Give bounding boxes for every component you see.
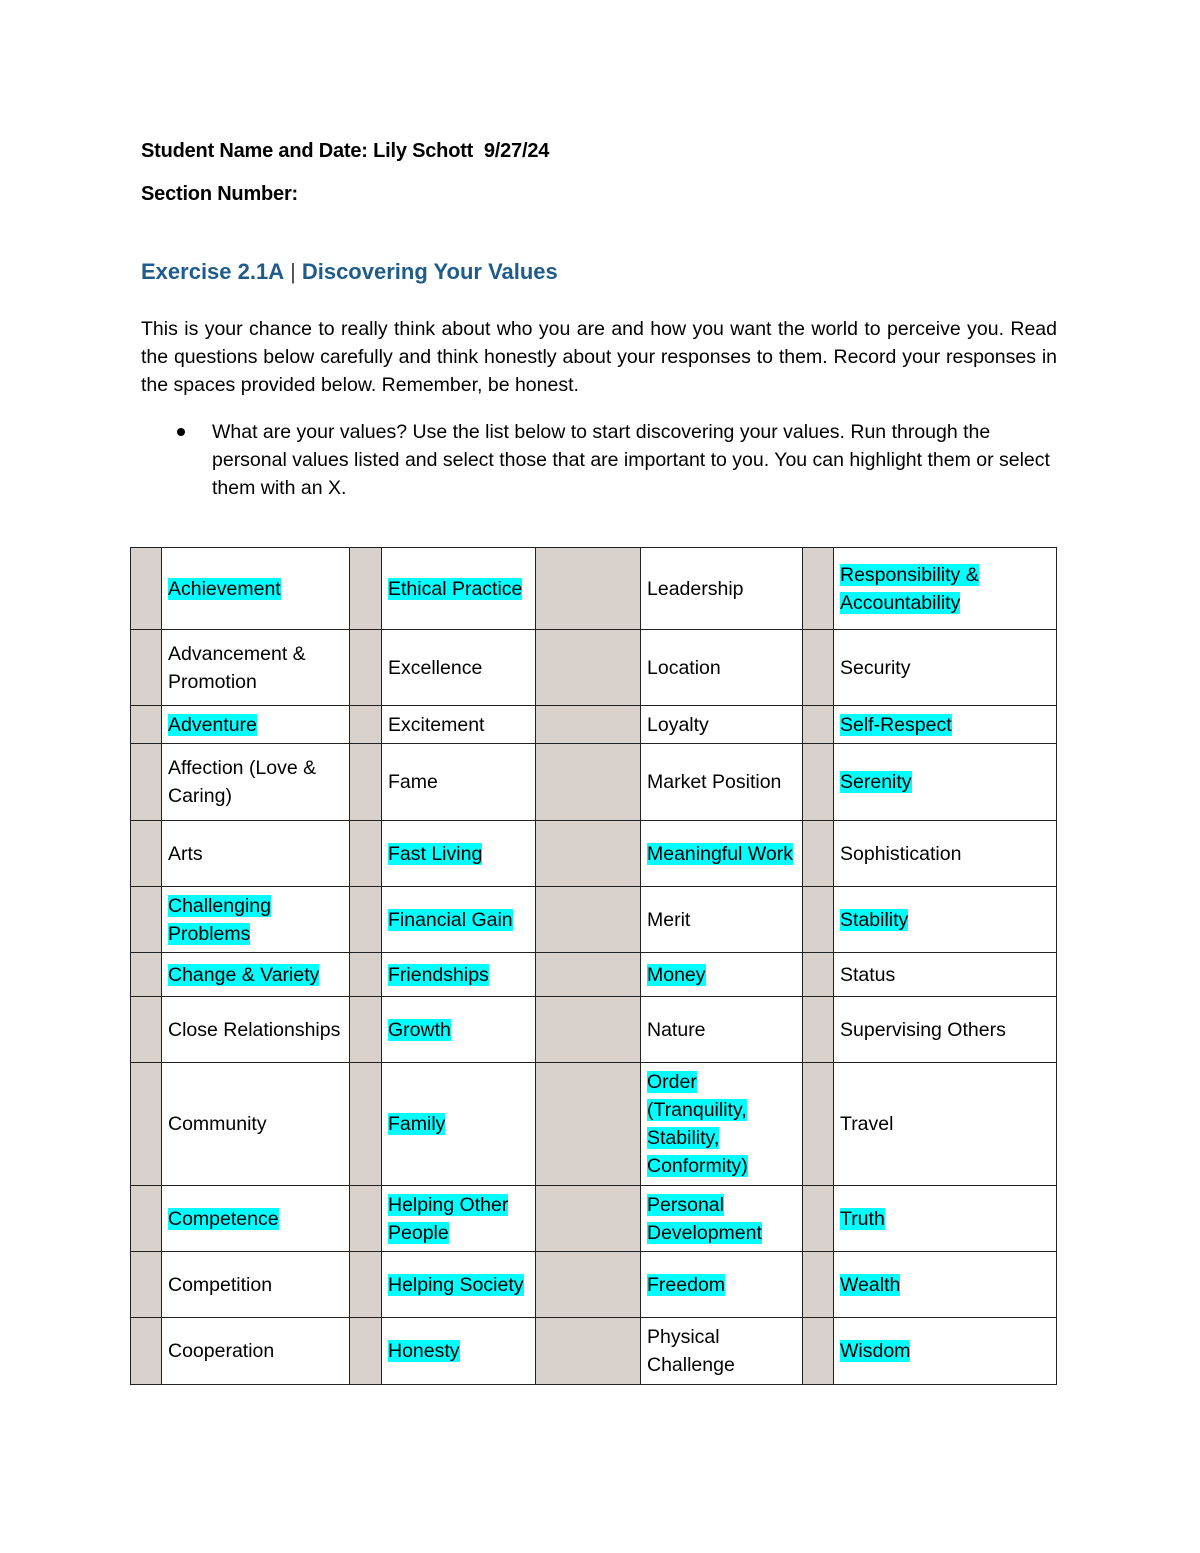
value-cell (162, 706, 350, 744)
value-cell (834, 548, 1057, 630)
value-cell (641, 997, 803, 1063)
student-name-date-value[interactable]: Lily Schott 9/27/24 (373, 140, 550, 162)
value-label-highlighted: Meaningful Work (647, 842, 793, 865)
value-cell (162, 997, 350, 1063)
value-select-box[interactable] (131, 887, 162, 953)
value-label-highlighted: Helping Other People (388, 1193, 509, 1244)
value-label: Excitement (388, 713, 485, 736)
values-table (130, 547, 1057, 1385)
value-select-box[interactable] (803, 706, 834, 744)
value-cell (641, 1186, 803, 1252)
value-label-highlighted: Growth (388, 1018, 451, 1041)
value-cell (382, 744, 536, 821)
value-cell (834, 1318, 1057, 1385)
value-select-box[interactable] (350, 548, 382, 630)
value-select-box[interactable] (350, 1186, 382, 1252)
table-row (131, 1186, 1057, 1252)
value-select-box[interactable] (803, 548, 834, 630)
section-number-line (141, 183, 303, 206)
table-row (131, 1318, 1057, 1385)
value-select-box[interactable] (536, 1318, 641, 1385)
value-select-box[interactable] (536, 1186, 641, 1252)
value-select-box[interactable] (803, 887, 834, 953)
value-cell (162, 1318, 350, 1385)
table-row (131, 548, 1057, 630)
table-row (131, 953, 1057, 997)
value-label: Advancement & Promotion (168, 642, 306, 693)
value-label-highlighted: Truth (840, 1207, 885, 1230)
value-cell (162, 821, 350, 887)
value-cell (641, 744, 803, 821)
value-select-box[interactable] (803, 821, 834, 887)
value-label-highlighted: Order (Tranquility, Stability, Conformity) (647, 1071, 748, 1177)
table-row (131, 1063, 1057, 1186)
value-cell (641, 706, 803, 744)
value-label-highlighted: Self-Respect (840, 713, 952, 736)
value-cell (162, 1252, 350, 1318)
value-label: Excellence (388, 656, 483, 679)
value-cell (382, 1252, 536, 1318)
student-name-date-label: Student Name and Date: (141, 140, 368, 162)
value-select-box[interactable] (536, 630, 641, 706)
value-label: Competition (168, 1273, 273, 1296)
value-select-box[interactable] (350, 744, 382, 821)
value-select-box[interactable] (131, 1318, 162, 1385)
value-label-highlighted: Helping Society (388, 1273, 524, 1296)
value-cell (162, 548, 350, 630)
value-select-box[interactable] (536, 706, 641, 744)
value-label-highlighted: Freedom (647, 1273, 726, 1296)
value-label: Security (840, 656, 911, 679)
value-label: Close Relationships (168, 1018, 341, 1041)
value-cell (641, 1063, 803, 1186)
value-label: Merit (647, 908, 691, 931)
value-label: Leadership (647, 577, 744, 600)
table-row (131, 821, 1057, 887)
heading-separator: | (290, 259, 296, 284)
value-select-box[interactable] (803, 953, 834, 997)
value-select-box[interactable] (131, 1063, 162, 1186)
value-label-highlighted: Serenity (840, 771, 912, 793)
value-cell (641, 1252, 803, 1318)
value-label-highlighted: Family (388, 1113, 446, 1135)
value-select-box[interactable] (131, 630, 162, 706)
value-label-highlighted: Fast Living (388, 842, 483, 865)
value-cell (162, 744, 350, 821)
value-label-highlighted: Adventure (168, 713, 257, 736)
value-label-highlighted: Money (647, 963, 706, 986)
value-label-highlighted: Wealth (840, 1273, 901, 1296)
value-label-highlighted: Personal Development (647, 1193, 762, 1244)
value-cell (641, 887, 803, 953)
value-select-box[interactable] (131, 744, 162, 821)
value-select-box[interactable] (803, 744, 834, 821)
exercise-number: Exercise 2.1A (141, 259, 285, 284)
value-cell (834, 1186, 1057, 1252)
value-label: Physical Challenge (647, 1326, 735, 1376)
value-select-box[interactable] (536, 997, 641, 1063)
value-select-box[interactable] (536, 1063, 641, 1186)
value-select-box[interactable] (131, 953, 162, 997)
value-label: Community (168, 1113, 267, 1135)
value-select-box[interactable] (350, 1063, 382, 1186)
value-cell (641, 821, 803, 887)
value-label: Sophistication (840, 842, 962, 865)
value-select-box[interactable] (350, 887, 382, 953)
value-label: Supervising Others (840, 1018, 1006, 1041)
value-select-box[interactable] (131, 1186, 162, 1252)
value-label-highlighted: Competence (168, 1207, 279, 1230)
value-select-box[interactable] (803, 1186, 834, 1252)
value-cell (834, 997, 1057, 1063)
value-cell (834, 744, 1057, 821)
value-select-box[interactable] (803, 997, 834, 1063)
value-cell (382, 548, 536, 630)
value-cell (162, 887, 350, 953)
value-select-box[interactable] (350, 953, 382, 997)
table-row (131, 997, 1057, 1063)
value-label: Loyalty (647, 713, 709, 736)
table-row (131, 887, 1057, 953)
value-label: Market Position (647, 771, 782, 793)
value-cell (382, 1186, 536, 1252)
value-label: Travel (840, 1113, 894, 1135)
value-select-box[interactable] (536, 1252, 641, 1318)
values-table-body (131, 548, 1057, 1385)
value-cell (834, 953, 1057, 997)
value-cell (382, 887, 536, 953)
value-select-box[interactable] (131, 1252, 162, 1318)
value-label-highlighted: Challenging Problems (168, 894, 271, 945)
value-label-highlighted: Honesty (388, 1340, 460, 1362)
value-cell (382, 821, 536, 887)
value-select-box[interactable] (803, 1063, 834, 1186)
instruction-bullet (141, 418, 1051, 502)
value-cell (834, 706, 1057, 744)
value-select-box[interactable] (536, 548, 641, 630)
value-label: Cooperation (168, 1340, 275, 1362)
value-select-box[interactable] (536, 744, 641, 821)
table-row (131, 744, 1057, 821)
value-label-highlighted: Ethical Practice (388, 577, 523, 600)
value-select-box[interactable] (131, 997, 162, 1063)
value-cell (834, 630, 1057, 706)
value-label: Status (840, 963, 896, 986)
value-label-highlighted: Responsibility & Accountability (840, 563, 979, 614)
value-label-highlighted: Achievement (168, 577, 281, 600)
section-number-label: Section Number: (141, 183, 299, 205)
value-cell (382, 953, 536, 997)
value-label-highlighted: Change & Variety (168, 963, 320, 986)
value-cell (162, 1063, 350, 1186)
exercise-heading (141, 259, 558, 285)
value-label: Nature (647, 1018, 706, 1041)
value-select-box[interactable] (803, 1318, 834, 1385)
value-select-box[interactable] (350, 997, 382, 1063)
value-select-box[interactable] (350, 1318, 382, 1385)
value-cell (641, 548, 803, 630)
value-select-box[interactable] (803, 630, 834, 706)
value-select-box[interactable] (131, 821, 162, 887)
value-cell (382, 1318, 536, 1385)
value-cell (834, 821, 1057, 887)
value-cell (162, 953, 350, 997)
table-row (131, 1252, 1057, 1318)
value-cell (382, 706, 536, 744)
value-label-highlighted: Friendships (388, 963, 489, 986)
value-select-box[interactable] (350, 706, 382, 744)
value-cell (162, 1186, 350, 1252)
value-cell (641, 630, 803, 706)
value-select-box[interactable] (350, 630, 382, 706)
value-cell (382, 1063, 536, 1186)
value-cell (641, 953, 803, 997)
intro-paragraph: This is your chance to really think about who you are and how you want the world to perceive you. Read the questions below carefully and think honestly about your responses to them. Record your responses in the spaces provided below. Remember, be honest. (141, 318, 1057, 396)
value-cell (834, 887, 1057, 953)
value-select-box[interactable] (536, 887, 641, 953)
value-label: Affection (Love & Caring) (168, 757, 317, 807)
value-label-highlighted: Stability (840, 908, 909, 931)
value-select-box[interactable] (350, 1252, 382, 1318)
table-row (131, 706, 1057, 744)
value-label: Fame (388, 771, 438, 793)
instruction-bullet-text: What are your values? Use the list below to start discovering your values. Run through the personal values listed and select those that are important to you. You can highlight them or select them with an X. (212, 421, 1050, 499)
exercise-title: Discovering Your Values (301, 259, 558, 284)
value-cell (834, 1252, 1057, 1318)
value-select-box[interactable] (536, 953, 641, 997)
value-label-highlighted: Wisdom (840, 1340, 911, 1362)
value-cell (162, 630, 350, 706)
student-name-date-line (141, 140, 549, 163)
value-label: Arts (168, 842, 203, 865)
value-cell (641, 1318, 803, 1385)
value-cell (382, 997, 536, 1063)
value-cell (834, 1063, 1057, 1186)
value-select-box[interactable] (131, 548, 162, 630)
value-label-highlighted: Financial Gain (388, 908, 513, 931)
value-select-box[interactable] (536, 821, 641, 887)
value-select-box[interactable] (131, 706, 162, 744)
value-select-box[interactable] (350, 821, 382, 887)
bullet-icon (177, 428, 185, 436)
value-select-box[interactable] (803, 1252, 834, 1318)
table-row (131, 630, 1057, 706)
value-label: Location (647, 656, 721, 679)
value-cell (382, 630, 536, 706)
